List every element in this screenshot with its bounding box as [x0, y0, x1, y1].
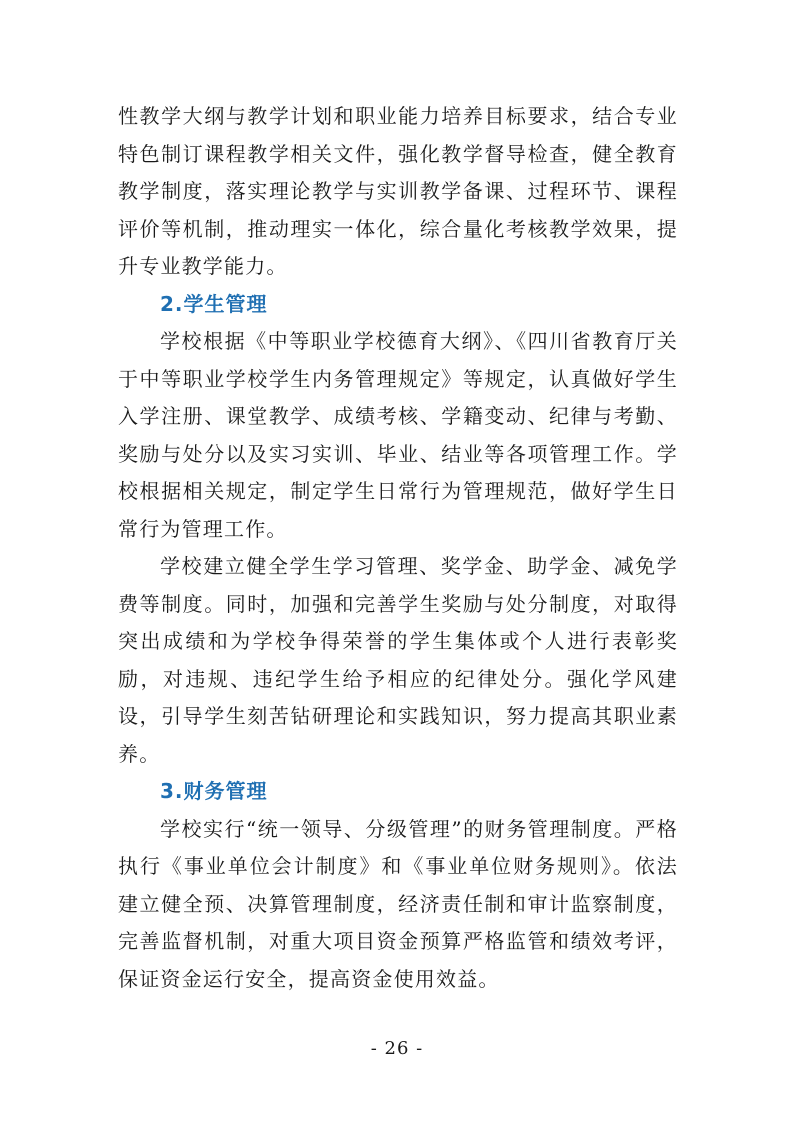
intro-continuation-paragraph: 性教学大纲与教学计划和职业能力培养目标要求，结合专业特色制订课程教学相关文件，强化教学督导检查，健全教育教学制度，落实理论教学与实训教学备课、过程环节、课程评价等机制，推动理实一体化，综合量化考核教学效果，提升专业教学能力。 — [118, 104, 678, 278]
page-number: - 26 - — [370, 1038, 424, 1059]
student-management-paragraph-2: 学校建立健全学生学习管理、奖学金、助学金、减免学费等制度。同时，加强和完善学生奖励与处分制度，对取得突出成绩和为学校争得荣誉的学生集体或个人进行表彰奖励，对违规、违纪学生给予相应的纪律处分。强化学风建设，引导学生刻苦钻研理论和实践知识，努力提高其职业素养。 — [118, 554, 678, 766]
financial-management-paragraph-1: 学校实行“统一领导、分级管理”的财务管理制度。严格执行《事业单位会计制度》和《事业单位财务规则》。依法建立健全预、决算管理制度，经济责任制和审计监察制度，完善监督机制，对重大项目资金预算严格监管和绩效考评，保证资金运行安全，提高资金使用效益。 — [118, 816, 678, 991]
section-heading-financial-management: 3.财务管理 — [160, 779, 268, 803]
page-content — [118, 98, 678, 998]
student-management-paragraph-1: 学校根据《中等职业学校德育大纲》、《四川省教育厅关于中等职业学校学生内务管理规定》等规定，认真做好学生入学注册、课堂教学、成绩考核、学籍变动、纪律与考勤、奖励与处分以及实习实训、毕业、结业等各项管理工作。学校根据相关规定，制定学生日常行为管理规范，做好学生日常行为管理工作。 — [118, 329, 678, 541]
section-heading-student-management: 2.学生管理 — [160, 291, 268, 316]
